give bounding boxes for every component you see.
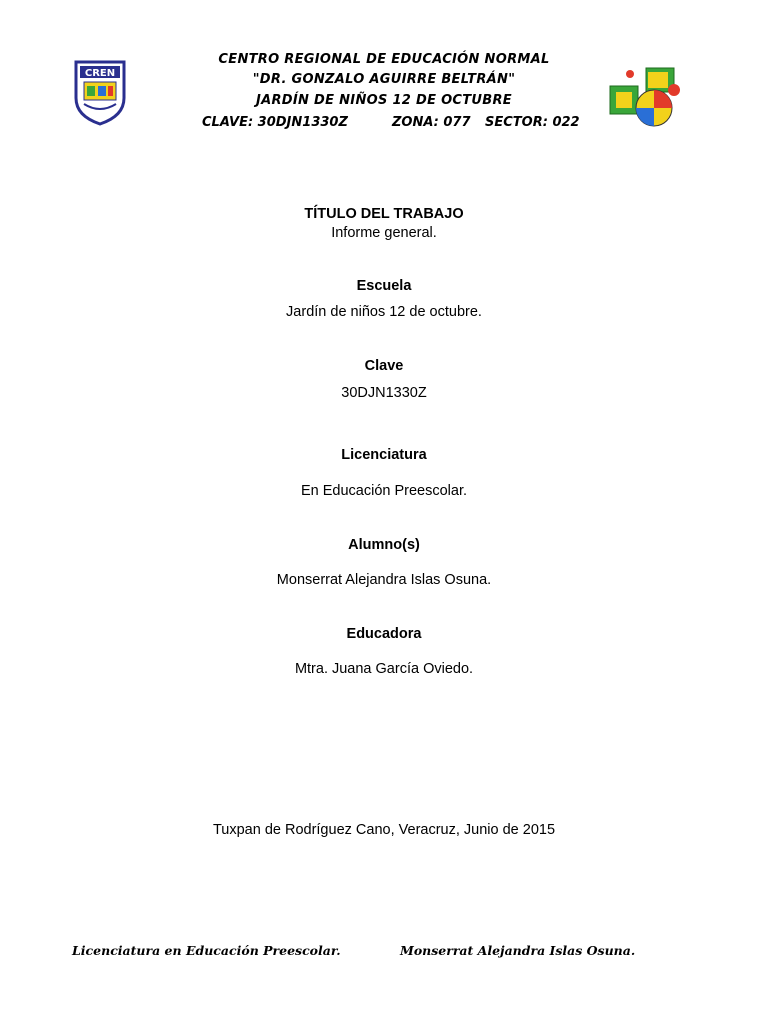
header-school: JARDÍN DE NIÑOS 12 DE OCTUBRE xyxy=(255,93,512,108)
licenciatura-value: En Educación Preescolar. xyxy=(300,483,468,499)
place-date: Tuxpan de Rodríguez Cano, Veracruz, Junio de 2015 xyxy=(212,822,556,838)
alumno-value: Monserrat Alejandra Islas Osuna. xyxy=(276,572,492,588)
educadora-value: Mtra. Juana García Oviedo. xyxy=(294,661,474,677)
cren-shield-logo xyxy=(70,58,130,126)
header-sector: SECTOR: 022 xyxy=(485,115,580,130)
licenciatura-label: Licenciatura xyxy=(341,447,427,463)
header-zona: ZONA: 077 xyxy=(392,115,471,130)
header-name: "DR. GONZALO AGUIRRE BELTRÁN" xyxy=(252,72,516,87)
toy-blocks-ball-logo xyxy=(608,64,688,130)
alumno-label: Alumno(s) xyxy=(348,537,420,553)
clave-label: Clave xyxy=(364,358,404,374)
footer-student: Monserrat Alejandra Islas Osuna. xyxy=(400,943,636,958)
titulo-label: TÍTULO DEL TRABAJO xyxy=(304,206,464,222)
header-institution: CENTRO REGIONAL DE EDUCACIÓN NORMAL xyxy=(218,52,550,67)
footer-degree: Licenciatura en Educación Preescolar. xyxy=(72,943,341,958)
escuela-value: Jardín de niños 12 de octubre. xyxy=(286,304,482,320)
logo-left-label: CREN xyxy=(84,68,116,79)
titulo-value: Informe general. xyxy=(331,225,437,241)
educadora-label: Educadora xyxy=(346,626,422,642)
escuela-label: Escuela xyxy=(356,278,412,294)
clave-value: 30DJN1330Z xyxy=(341,385,427,401)
header-clave: CLAVE: 30DJN1330Z xyxy=(202,115,348,130)
